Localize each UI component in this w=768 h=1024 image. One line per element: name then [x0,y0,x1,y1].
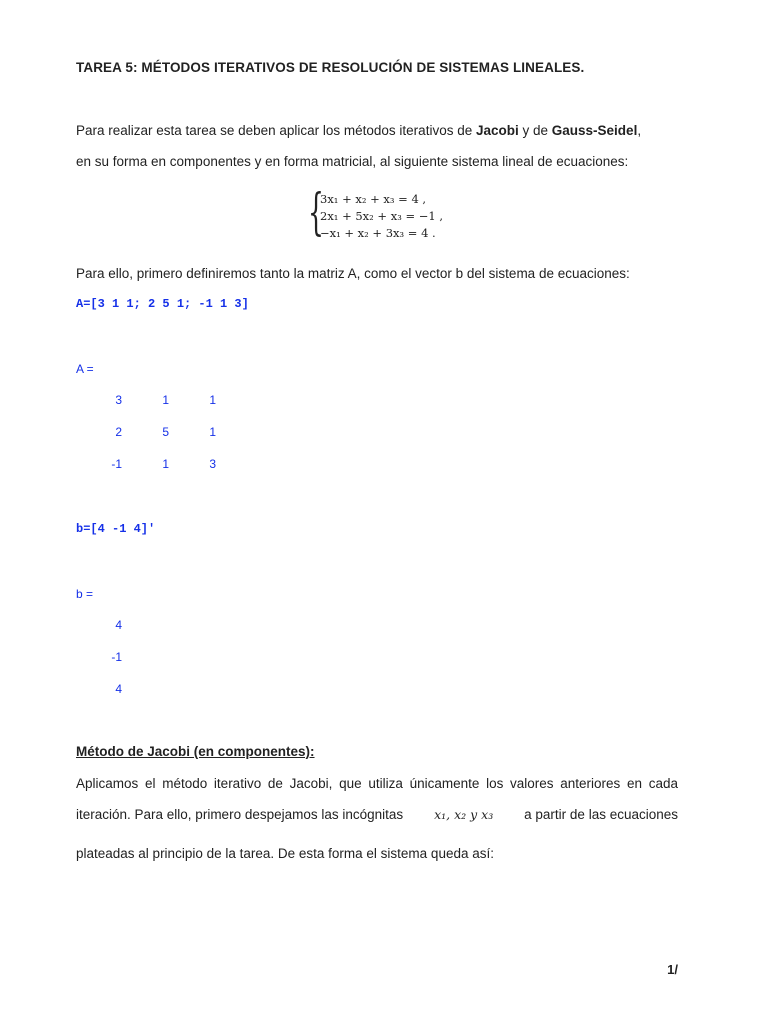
matrix-cell: 1 [162,393,169,407]
matrix-row [82,457,216,471]
matrix-cell: -1 [111,457,122,471]
matrix-cell: 1 [162,457,169,471]
section-heading-jacobi: Método de Jacobi (en componentes): [76,744,315,759]
matrix-cell: 1 [209,425,216,439]
jacobi-paragraph-line-2 [76,807,678,822]
intro-text: y de [518,123,552,138]
code-define-b: b=[4 -1 4]' [76,522,156,536]
matrix-row [82,393,216,407]
matrix-row [82,425,216,439]
intro-text: , [637,123,642,138]
matrix-cell: 3 [209,457,216,471]
equation-2: 2x₁ + 5x₂ + x₃ = −1 , [320,209,444,223]
intro-text: Para realizar esta tarea se deben aplicar los métodos iterativos de [76,123,476,138]
matrix-cell: 5 [162,425,169,439]
jacobi-text: a partir de las ecuaciones [524,807,678,822]
jacobi-term: Jacobi [475,123,519,138]
intro-paragraph-line-1 [76,123,641,138]
unknowns-variables: x₁, x₂ y x₃ [434,807,494,822]
output-A-label: A = [76,362,94,376]
matrix-cell: 3 [115,393,122,407]
output-b-label: b = [76,587,94,601]
vector-cell: 4 [115,618,122,632]
intro-paragraph-line-2: en su forma en componentes y en forma matricial, al siguiente sistema lineal de ecuaciones: [76,154,629,169]
page-number: 1/ [667,962,678,977]
equation-3: −x₁ + x₂ + 3x₃ = 4 . [320,226,436,240]
gauss-seidel-term: Gauss-Seidel [551,123,638,138]
jacobi-paragraph-line-3: plateadas al principio de la tarea. De esta forma el sistema queda así: [76,846,494,861]
jacobi-text: iteración. Para ello, primero despejamos las incógnitas [76,807,404,822]
matrix-cell: 2 [115,425,122,439]
code-define-A: A=[3 1 1; 2 5 1; -1 1 3] [76,297,249,311]
define-paragraph: Para ello, primero definiremos tanto la matriz A, como el vector b del sistema de ecuaciones: [76,266,630,281]
equation-1: 3x₁ + x₂ + x₃ = 4 , [320,192,427,206]
matrix-cell: 1 [209,393,216,407]
vector-cell: 4 [115,682,122,696]
jacobi-paragraph-line-1: Aplicamos el método iterativo de Jacobi, que utiliza únicamente los valores anteriores en cada [76,776,678,791]
page-title: TAREA 5: MÉTODOS ITERATIVOS DE RESOLUCIÓN DE SISTEMAS LINEALES. [76,60,585,75]
vector-cell: -1 [111,650,122,664]
left-brace-icon: { [308,183,324,241]
